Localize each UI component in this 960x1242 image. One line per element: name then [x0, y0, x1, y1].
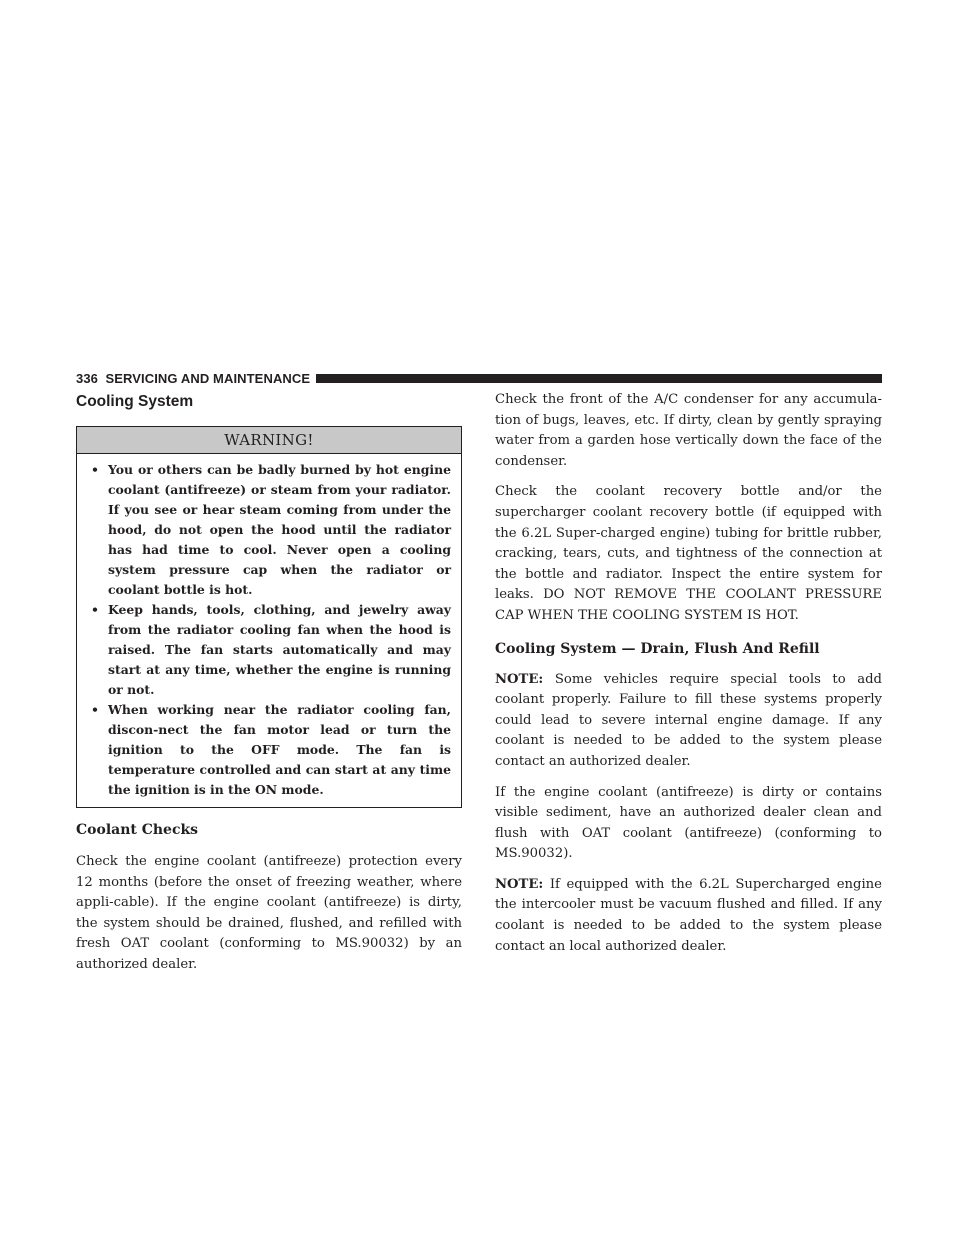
- warning-item: [91, 460, 451, 600]
- page-number: 336: [76, 371, 98, 386]
- bullet-icon: •: [91, 702, 99, 717]
- warning-box: [76, 426, 462, 808]
- header-text: [76, 371, 316, 387]
- coolant-checks-paragraph: Check the engine coolant (antifreeze) protection every 12 months (before the onset of freezing weather, where appli-cable). If the engine coolant (antifreeze) is dirty, the system should be drained, flushed, and refilled with fresh OAT coolant (conforming to MS.90032) by an authorized dealer.: [76, 854, 462, 972]
- warning-item: [91, 700, 451, 800]
- note-paragraph: [495, 670, 882, 773]
- note-label: NOTE:: [495, 671, 544, 687]
- note-label: NOTE:: [495, 876, 544, 892]
- warning-item-text: Keep hands, tools, clothing, and jewelry away from the radiator cooling fan when the hood is raised. The fan starts automatically and may start at any time, whether the engine is running or not.: [108, 602, 451, 697]
- note-text: Some vehicles require special tools to add coolant properly. Failure to fill these systems properly could lead to severe internal engine damage. If any coolant is needed to be added to the system please contact an authorized dealer.: [495, 671, 882, 769]
- warning-item: [91, 600, 451, 700]
- drain-flush-refill-heading: Cooling System — Drain, Flush And Refill: [495, 640, 820, 657]
- section-title: SERVICING AND MAINTENANCE: [105, 371, 311, 386]
- note-text: If equipped with the 6.2L Supercharged engine the intercooler must be vacuum flushed and filled. If any coolant is needed to be added to the system please contact an local authorized dealer.: [495, 876, 882, 954]
- right-column: [495, 390, 882, 957]
- left-column: [76, 392, 462, 976]
- bullet-icon: •: [91, 462, 99, 477]
- sediment-paragraph: If the engine coolant (antifreeze) is dirty or contains visible sediment, have an authorized dealer clean and flush with OAT coolant (antifreeze) (conforming to MS.90032).: [495, 784, 882, 862]
- page-header: [76, 371, 882, 387]
- warning-item-text: When working near the radiator cooling fan, discon-nect the fan motor lead or turn the ignition to the OFF mode. The fan is temperature controlled and can start at any time the ignition is in the ON mode.: [108, 702, 451, 797]
- cooling-system-heading: Cooling System: [76, 393, 194, 410]
- condenser-paragraph: Check the front of the A/C condenser for any accumula-tion of bugs, leaves, etc. If dirty, clean by gently spraying water from a garden hose vertically down the face of the condenser.: [495, 392, 882, 469]
- warning-list: [77, 454, 461, 807]
- header-rule: [306, 374, 882, 383]
- recovery-bottle-paragraph: Check the coolant recovery bottle and/or the supercharger coolant recovery bottle (if equipped with the 6.2L Super-charged engine) tubing for brittle rubber, cracking, tears, cuts, and tightness of the connection at the bottle and radiator. Inspect the entire system for leaks. DO NOT REMOVE THE COOLANT PRESSURE CAP WHEN THE COOLING SYSTEM IS HOT.: [495, 484, 882, 623]
- coolant-checks-heading: Coolant Checks: [76, 822, 199, 838]
- warning-heading: WARNING!: [77, 427, 461, 454]
- bullet-icon: •: [91, 602, 99, 617]
- note-paragraph: [495, 875, 882, 957]
- warning-item-text: You or others can be badly burned by hot engine coolant (antifreeze) or steam from your radiator. If you see or hear steam coming from under the hood, do not open the hood until the radiator has had time to cool. Never open a cooling system pressure cap when the radiator or coolant bottle is hot.: [108, 462, 451, 597]
